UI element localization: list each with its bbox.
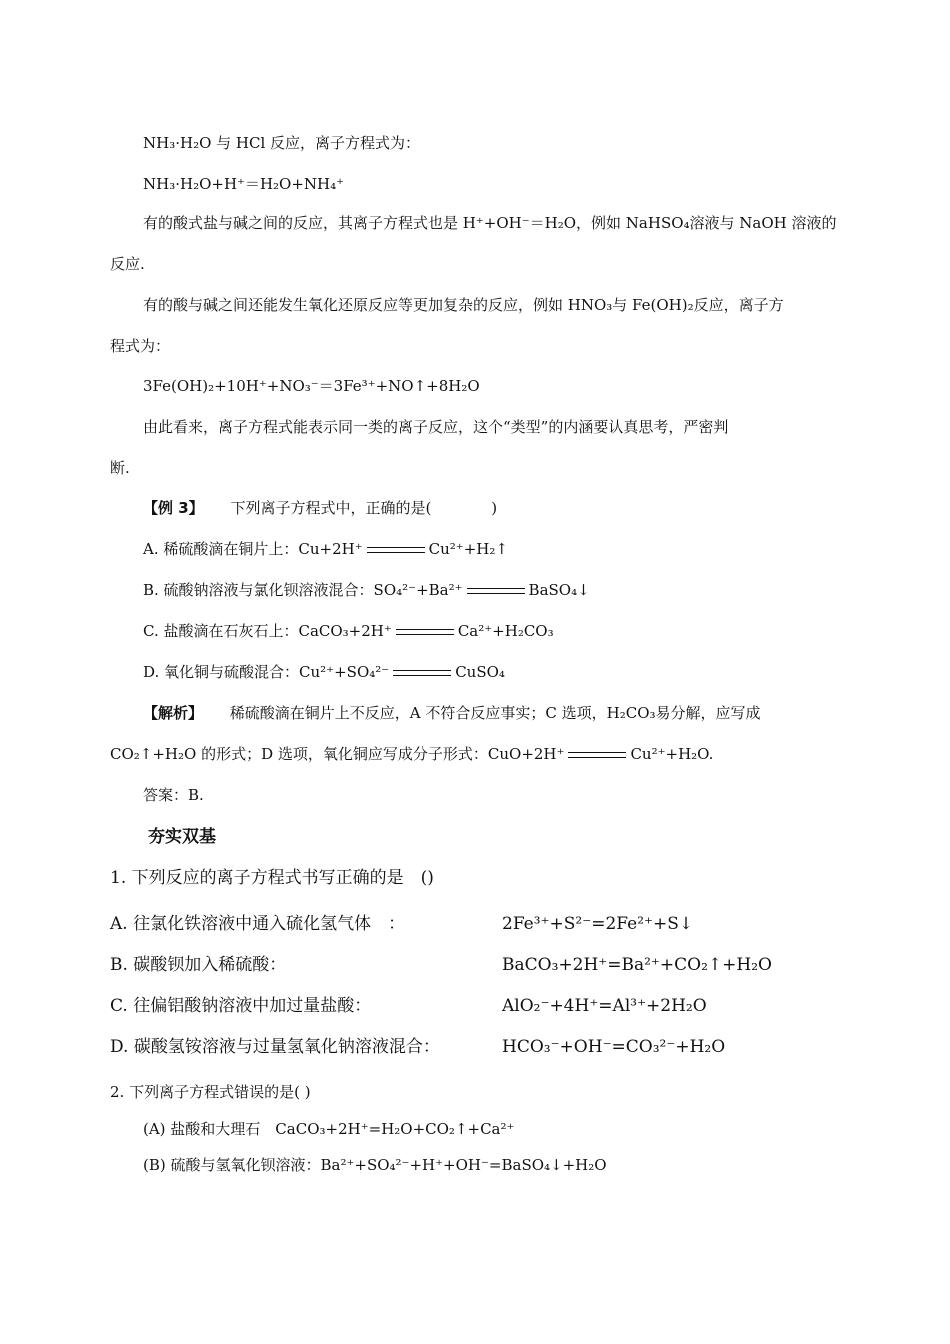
q1-option-a-text: A. 往氯化铁溶液中通入硫化氢气体 ： [110,914,406,934]
option-c-right: Ca²⁺+H₂CO₃ [457,622,554,640]
option-d-right: CuSO₄ [455,663,505,681]
equal-sign-bar [467,588,525,594]
example-3-option-d [143,662,505,682]
q1-option-d-equation: HCO₃⁻+OH⁻=CO₃²⁻+H₂O [502,1037,726,1057]
q2-option-a: (A) 盐酸和大理石 CaCO₃+2H⁺=H₂O+CO₂↑+Ca²⁺ [143,1120,515,1138]
example-3-question: 下列离子方程式中，正确的是( ) [230,499,498,517]
q2-option-b: (B) 硫酸与氢氧化钡溶液：Ba²⁺+SO₄²⁻+H⁺+OH⁻=BaSO₄↓+H₂O [143,1156,607,1174]
q1-option-c-equation: AlO₂⁻+4H⁺=Al³⁺+2H₂O [502,996,707,1016]
q1-option-b-text: B. 碳酸钡加入稀硫酸： [110,955,287,975]
analysis-line2-right: Cu²⁺+H₂O. [630,745,714,763]
paragraph-conclusion-line1: 由此看来，离子方程式能表示同一类的离子反应，这个“类型”的内涵要认真思考，严密判 [143,418,729,436]
equal-sign-bar [396,629,454,635]
analysis-line2-left: CO₂↑+H₂O 的形式；D 选项，氧化铜应写成分子形式：CuO+2H⁺ [110,745,565,763]
example-3-label: 【例 3】 [143,499,204,517]
q1-option-c-text: C. 往偏铝酸钠溶液中加过量盐酸： [110,996,372,1016]
paragraph-conclusion-line2: 断. [110,459,130,477]
analysis-label: 【解析】 [143,704,204,722]
question-1: 1. 下列反应的离子方程式书写正确的是 () [110,868,434,888]
example-3-option-b [143,580,590,600]
analysis-line2 [110,744,713,764]
equation-nh3-h: NH₃·H₂O+H⁺＝H₂O+NH₄⁺ [143,175,345,193]
q1-option-d-text: D. 碳酸氢铵溶液与过量氢氧化钠溶液混合： [110,1037,440,1057]
example-3-option-a [143,539,508,559]
paragraph-redox-line1: 有的酸与碱之间还能发生氧化还原反应等更加复杂的反应，例如 HNO₃与 Fe(OH)₂反应，离子方 [143,296,784,314]
example-3-heading [143,498,497,518]
analysis-text: 稀硫酸滴在铜片上不反应，A 不符合反应事实；C 选项，H₂CO₃易分解，应写成 [229,704,761,722]
analysis-line1 [143,703,761,723]
text-nh3-hcl: NH₃·H₂O 与 HCl 反应，离子方程式为： [143,134,421,152]
option-a-right: Cu²⁺+H₂↑ [428,540,508,558]
equal-sign-bar [568,752,626,758]
equal-sign-bar [367,547,425,553]
option-b-left: B. 硫酸钠溶液与氯化钡溶液混合：SO₄²⁻+Ba²⁺ [143,581,463,599]
section-title: 夯实双基 [148,827,216,847]
paragraph-redox-line2: 程式为： [110,337,171,355]
equal-sign-bar [393,670,451,676]
question-2: 2. 下列离子方程式错误的是( ) [110,1083,311,1101]
paragraph-acid-salt-line2: 反应. [110,255,145,273]
equation-fe-oh2: 3Fe(OH)₂+10H⁺+NO₃⁻＝3Fe³⁺+NO↑+8H₂O [143,377,480,395]
option-a-left: A. 稀硫酸滴在铜片上：Cu+2H⁺ [143,540,363,558]
option-b-right: BaSO₄↓ [528,581,590,599]
example-3-option-c [143,621,554,641]
q1-option-b-equation: BaCO₃+2H⁺=Ba²⁺+CO₂↑+H₂O [502,955,772,975]
answer: 答案：B. [143,786,204,804]
q1-option-a-equation: 2Fe³⁺+S²⁻=2Fe²⁺+S↓ [502,914,694,934]
option-d-left: D. 氧化铜与硫酸混合：Cu²⁺+SO₄²⁻ [143,663,390,681]
paragraph-acid-salt-line1: 有的酸式盐与碱之间的反应，其离子方程式也是 H⁺+OH⁻＝H₂O，例如 NaHSO₄溶液与 NaOH 溶液的 [143,214,837,232]
option-c-left: C. 盐酸滴在石灰石上：CaCO₃+2H⁺ [143,622,392,640]
